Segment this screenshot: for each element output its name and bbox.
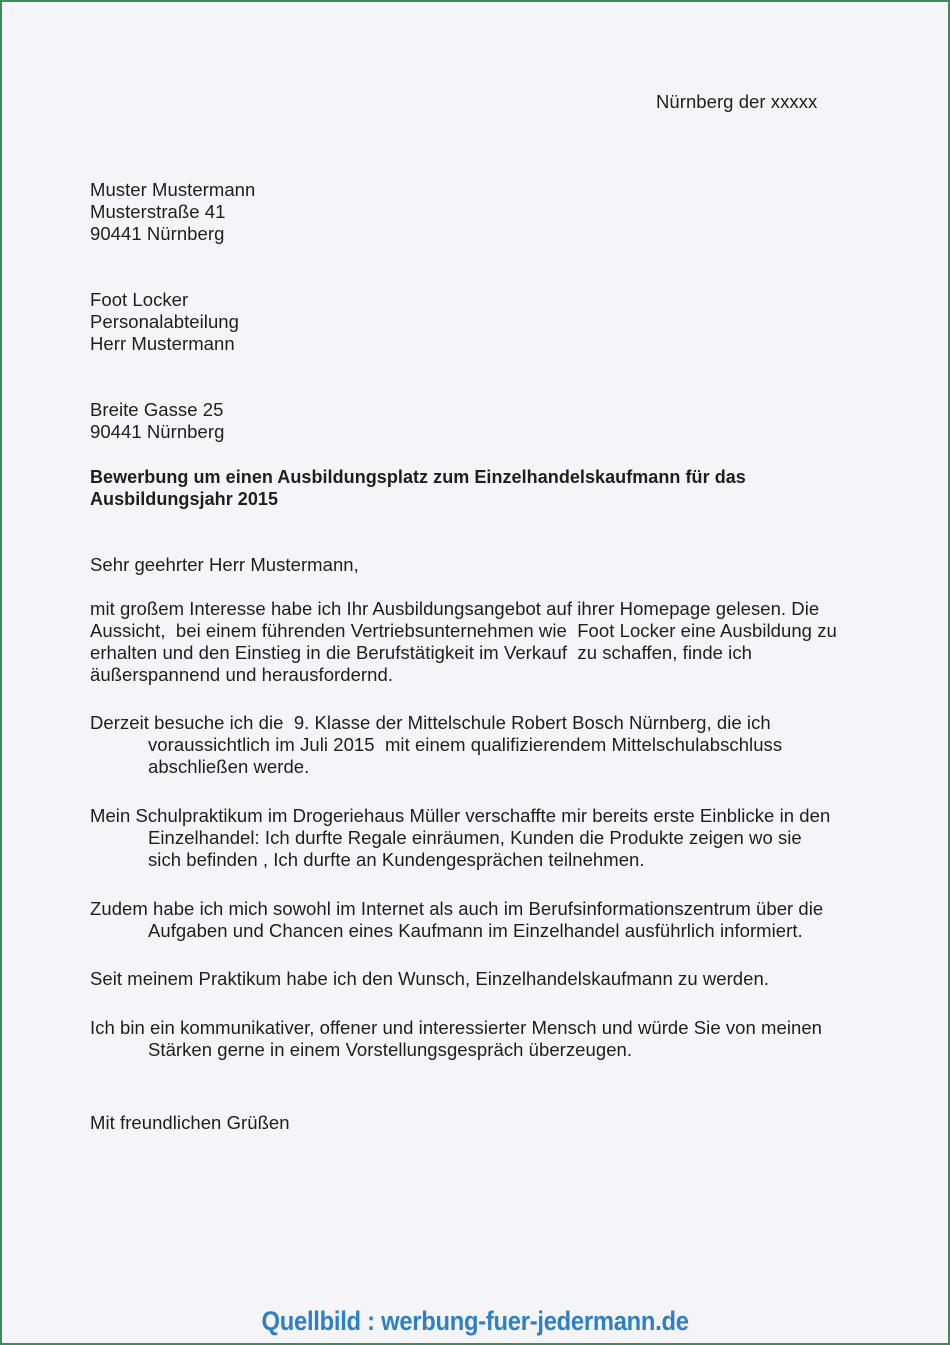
- recipient-department: Personalabteilung: [90, 311, 239, 332]
- recipient-contact: Herr Mustermann: [90, 333, 235, 354]
- paragraph-line: Zudem habe ich mich sowohl im Internet als auch im Berufsinformationszentrum über die: [90, 898, 824, 919]
- recipient-street: Breite Gasse 25: [90, 399, 224, 420]
- paragraph-line: Aufgaben und Chancen eines Kaufmann im Einzelhandel ausführlich informiert.: [148, 920, 803, 941]
- place-date: Nürnberg der xxxxx: [656, 91, 818, 112]
- paragraph-line: Mein Schulpraktikum im Drogeriehaus Müller verschaffte mir bereits erste Einblicke in den: [90, 805, 831, 826]
- paragraph-line: voraussichtlich im Juli 2015 mit einem qualifizierendem Mittelschulabschluss: [148, 734, 783, 755]
- source-watermark: Quellbild : werbung-fuer-jedermann.de: [261, 1306, 689, 1336]
- paragraph-line: Derzeit besuche ich die 9. Klasse der Mittelschule Robert Bosch Nürnberg, die ich: [90, 712, 771, 733]
- paragraph-line: Einzelhandel: Ich durfte Regale einräumen, Kunden die Produkte zeigen wo sie: [148, 827, 802, 848]
- paragraph-line: sich befinden , Ich durfte an Kundengesprächen teilnehmen.: [148, 849, 645, 870]
- recipient-city: 90441 Nürnberg: [90, 421, 225, 442]
- paragraph-line: mit großem Interesse habe ich Ihr Ausbildungsangebot auf ihrer Homepage gelesen. Die: [90, 598, 820, 619]
- subject-line-1: Bewerbung um einen Ausbildungsplatz zum Einzelhandelskaufmann für das: [90, 467, 746, 487]
- recipient-company: Foot Locker: [90, 289, 189, 310]
- salutation: Sehr geehrter Herr Mustermann,: [90, 554, 359, 575]
- subject-line-2: Ausbildungsjahr 2015: [90, 489, 279, 509]
- sender-street: Musterstraße 41: [90, 201, 226, 222]
- paragraph-line: erhalten und den Einstieg in die Berufstätigkeit im Verkauf zu schaffen, finde ich: [90, 642, 752, 663]
- paragraph-line: abschließen werde.: [148, 756, 310, 777]
- closing: Mit freundlichen Grüßen: [90, 1112, 290, 1133]
- paragraph-line: Stärken gerne in einem Vorstellungsgespräch überzeugen.: [148, 1039, 633, 1060]
- paragraph-line: Ich bin ein kommunikativer, offener und interessierter Mensch und würde Sie von meinen: [90, 1017, 823, 1038]
- paragraph-line: Aussicht, bei einem führenden Vertriebsunternehmen wie Foot Locker eine Ausbildung zu: [90, 620, 837, 641]
- paragraph-line: Seit meinem Praktikum habe ich den Wunsch, Einzelhandelskaufmann zu werden.: [90, 968, 770, 989]
- paragraph-line: äußerspannend und herausfordernd.: [90, 664, 394, 685]
- sender-name: Muster Mustermann: [90, 179, 256, 200]
- sender-city: 90441 Nürnberg: [90, 223, 225, 244]
